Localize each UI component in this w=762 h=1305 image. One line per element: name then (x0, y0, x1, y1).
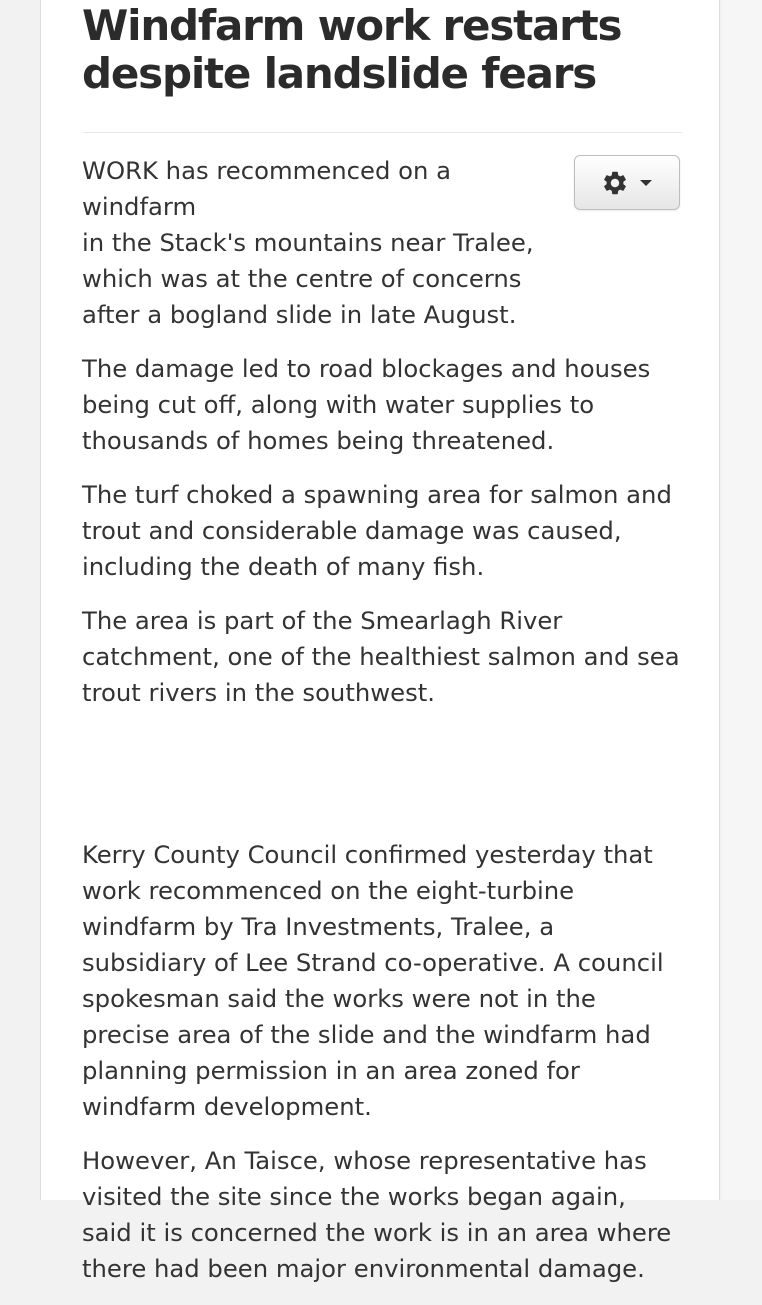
lead-rest: which was at the centre of concerns after a bogland slide in late August. (82, 264, 522, 329)
ad-space (82, 729, 682, 837)
headline-divider (82, 132, 682, 133)
article-paragraph: The turf choked a spawning area for salmon and trout and considerable damage was caused, including the death of many fish. (82, 480, 672, 581)
article-paragraph: However, An Taisce, whose representative has visited the site since the works began again, said it is concerned the work is in an area where there had been major environmental damage. (82, 1146, 672, 1283)
page-gutter (722, 0, 762, 1200)
article-paragraph: The area is part of the Smearlagh River catchment, one of the healthiest salmon and sea trout rivers in the southwest. (82, 606, 680, 707)
lead-line-1: WORK has recommenced on a windfarm (82, 156, 451, 221)
article-page (40, 0, 720, 1283)
article-headline: Windfarm work restarts despite landslide fears (82, 1, 622, 98)
article-paragraph: The damage led to road blockages and houses being cut off, along with water supplies to thousands of homes being threatened. (82, 354, 651, 455)
article-paragraph-lead (82, 153, 552, 333)
article-paragraph: Kerry County Council confirmed yesterday that work recommenced on the eight-turbine windfarm by Tra Investments, Tralee, a subsidiary of Lee Strand co-operative. A council spokesman said the works were not in the precise area of the slide and the windfarm had planning permission in an area zoned for windfarm development. (82, 840, 664, 1121)
article-body (82, 153, 682, 1305)
lead-line-2: in the Stack's mountains near Tralee, (82, 228, 534, 257)
